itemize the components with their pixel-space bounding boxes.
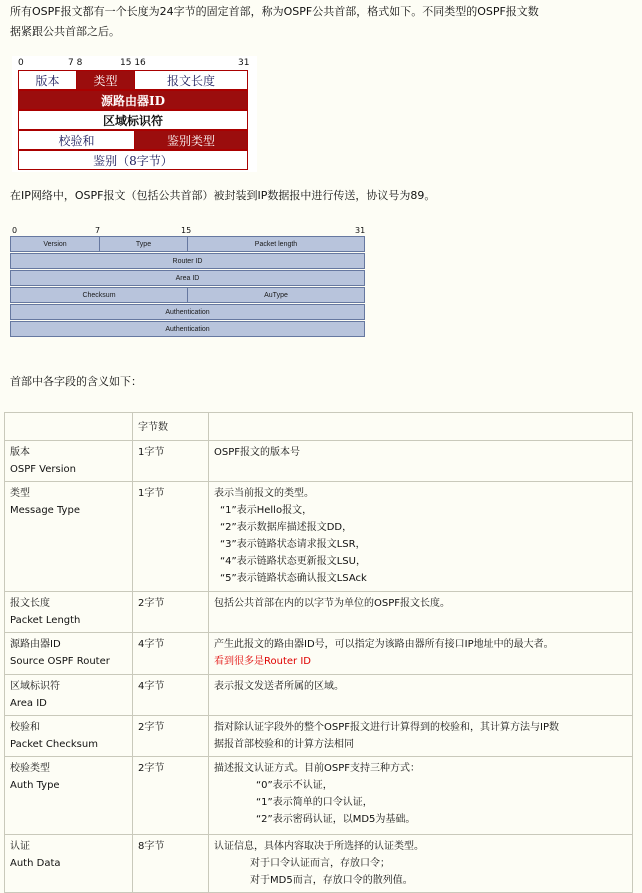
desc-line: OSPF报文的版本号 xyxy=(214,447,301,458)
table-row xyxy=(5,716,633,757)
field-size-cell: 4字节 xyxy=(133,633,209,675)
field-router-id: Router ID xyxy=(172,257,203,265)
field-name-en: Auth Data xyxy=(10,858,61,869)
field-desc-cell xyxy=(209,633,633,675)
table-row xyxy=(5,441,633,482)
field-size-cell: 2字节 xyxy=(133,716,209,757)
field-authentication: Authentication xyxy=(165,325,210,333)
table-row xyxy=(5,482,633,592)
field-desc-cell xyxy=(209,716,633,757)
bit-label: 15 16 xyxy=(120,58,146,68)
field-name-en: Packet Checksum xyxy=(10,739,98,750)
table-row xyxy=(5,835,633,893)
bit-label: 7 xyxy=(95,226,101,235)
field-packet-length: 报文长度 xyxy=(135,71,247,89)
intro-line-1: 所有OSPF报文都有一个长度为24字节的固定首部，称为OSPF公共首部，格式如下。不同类型的OSPF报文数 xyxy=(10,5,539,18)
field-version: 版本 xyxy=(19,71,77,89)
field-desc-cell xyxy=(209,592,633,633)
field-desc-cell xyxy=(209,835,633,893)
desc-line: 表示报文发送者所属的区域。 xyxy=(214,681,344,692)
bit-label: 31 xyxy=(238,58,250,68)
header-row xyxy=(18,70,248,90)
fields-intro: 首部中各字段的含义如下： xyxy=(10,375,142,388)
field-size-cell: 4字节 xyxy=(133,675,209,716)
intro-line-2: 据紧跟公共首部之后。 xyxy=(10,25,120,38)
desc-line: 认证信息，具体内容取决于所选择的认证类型。 xyxy=(214,841,424,852)
field-desc-cell xyxy=(209,675,633,716)
field-auth-type: 鉴别类型 xyxy=(135,131,247,149)
field-checksum: Checksum xyxy=(11,288,188,302)
field-desc-cell xyxy=(209,482,633,592)
field-area-id: Area ID xyxy=(175,274,200,282)
field-name-cn: 类型 xyxy=(10,488,30,499)
ospf-header-diagram-cn xyxy=(12,56,257,172)
bit-label: 0 xyxy=(12,226,18,235)
field-name-cn: 校验和 xyxy=(10,722,40,733)
table-row xyxy=(5,757,633,835)
desc-line: “1”表示Hello报文， xyxy=(220,505,313,516)
header-row xyxy=(18,130,248,150)
field-size-cell: 1字节 xyxy=(133,482,209,592)
field-name-cell xyxy=(5,482,133,592)
field-name-en: Source OSPF Router xyxy=(10,656,110,667)
field-desc-cell xyxy=(209,441,633,482)
header-row xyxy=(10,236,365,252)
desc-line: 据报首部校验和的计算方法相同 xyxy=(214,739,354,750)
desc-line: “3”表示链路状态请求报文LSR， xyxy=(220,539,366,550)
field-name-cn: 报文长度 xyxy=(10,598,50,609)
field-authentication: 鉴别（8字节） xyxy=(19,151,247,169)
field-name-cn: 版本 xyxy=(10,447,30,458)
header-cell xyxy=(209,413,633,441)
encapsulation-text: 在IP网络中，OSPF报文（包括公共首部）被封装到IP数据报中进行传送，协议号为89。 xyxy=(10,189,436,202)
header-row xyxy=(10,321,365,337)
header-row xyxy=(10,287,365,303)
desc-line: “2”表示密码认证，以MD5为基础。 xyxy=(256,814,416,825)
desc-line: “5”表示链路状态确认报文LSAck xyxy=(220,573,367,584)
desc-line: 指对除认证字段外的整个OSPF报文进行计算得到的校验和，其计算方法与IP数 xyxy=(214,722,559,733)
annotation-note: 看到很多是Router ID xyxy=(214,656,311,667)
desc-line: 对于MD5而言，存放口令的散列值。 xyxy=(250,875,413,886)
field-name-en: Auth Type xyxy=(10,780,60,791)
field-router-id: 源路由器ID xyxy=(19,91,247,109)
table-row xyxy=(5,633,633,675)
field-name-cell xyxy=(5,633,133,675)
header-row xyxy=(18,90,248,110)
bit-label: 7 8 xyxy=(68,58,83,68)
field-size-cell: 1字节 xyxy=(133,441,209,482)
field-authentication: Authentication xyxy=(165,308,210,316)
header-row xyxy=(10,270,365,286)
field-name-en: OSPF Version xyxy=(10,464,76,475)
field-type: Type xyxy=(100,237,188,251)
field-name-cn: 源路由器ID xyxy=(10,639,61,650)
field-type: 类型 xyxy=(77,71,135,89)
field-name-en: Message Type xyxy=(10,505,80,516)
desc-line: 表示当前报文的类型。 xyxy=(214,488,314,499)
header-row xyxy=(10,253,365,269)
header-cell: 字节数 xyxy=(133,413,209,441)
field-checksum: 校验和 xyxy=(19,131,135,149)
bit-label: 31 xyxy=(355,226,366,235)
field-version: Version xyxy=(11,237,100,251)
desc-line: 包括公共首部在内的以字节为单位的OSPF报文长度。 xyxy=(214,598,451,609)
field-packet-length: Packet length xyxy=(254,240,298,248)
table-header-row xyxy=(5,413,633,441)
intro-paragraph xyxy=(10,2,635,42)
field-name-cell xyxy=(5,716,133,757)
desc-line: “0”表示不认证， xyxy=(256,780,333,791)
desc-line: 产生此报文的路由器ID号，可以指定为该路由器所有接口IP地址中的最大者。 xyxy=(214,639,554,650)
field-name-cn: 区域标识符 xyxy=(10,681,60,692)
field-desc-cell xyxy=(209,757,633,835)
bit-label: 0 xyxy=(18,58,24,68)
header-row xyxy=(18,150,248,170)
header-cell xyxy=(5,413,133,441)
field-autype: AuType xyxy=(264,291,288,299)
header-row xyxy=(18,110,248,130)
field-name-cell xyxy=(5,675,133,716)
field-name-cell xyxy=(5,757,133,835)
bit-label: 15 xyxy=(181,226,192,235)
field-area-id: 区域标识符 xyxy=(19,111,247,129)
field-name-cell xyxy=(5,592,133,633)
header-row xyxy=(10,304,365,320)
desc-line: 描述报文认证方式。目前OSPF支持三种方式： xyxy=(214,763,421,774)
field-name-cell xyxy=(5,835,133,893)
desc-line: “4”表示链路状态更新报文LSU， xyxy=(220,556,366,567)
desc-line: “1”表示简单的口令认证， xyxy=(256,797,373,808)
field-name-en: Packet Length xyxy=(10,615,81,626)
fields-table xyxy=(4,412,633,893)
field-name-en: Area ID xyxy=(10,698,47,709)
desc-line: 对于口令认证而言，存放口令； xyxy=(250,858,390,869)
table-row xyxy=(5,592,633,633)
field-size-cell: 2字节 xyxy=(133,757,209,835)
field-name-cell xyxy=(5,441,133,482)
ospf-header-diagram-en xyxy=(10,226,368,338)
field-name-cn: 认证 xyxy=(10,841,30,852)
table-row xyxy=(5,675,633,716)
field-name-cn: 校验类型 xyxy=(10,763,50,774)
field-size-cell: 2字节 xyxy=(133,592,209,633)
field-size-cell: 8字节 xyxy=(133,835,209,893)
desc-line: “2”表示数据库描述报文DD， xyxy=(220,522,353,533)
